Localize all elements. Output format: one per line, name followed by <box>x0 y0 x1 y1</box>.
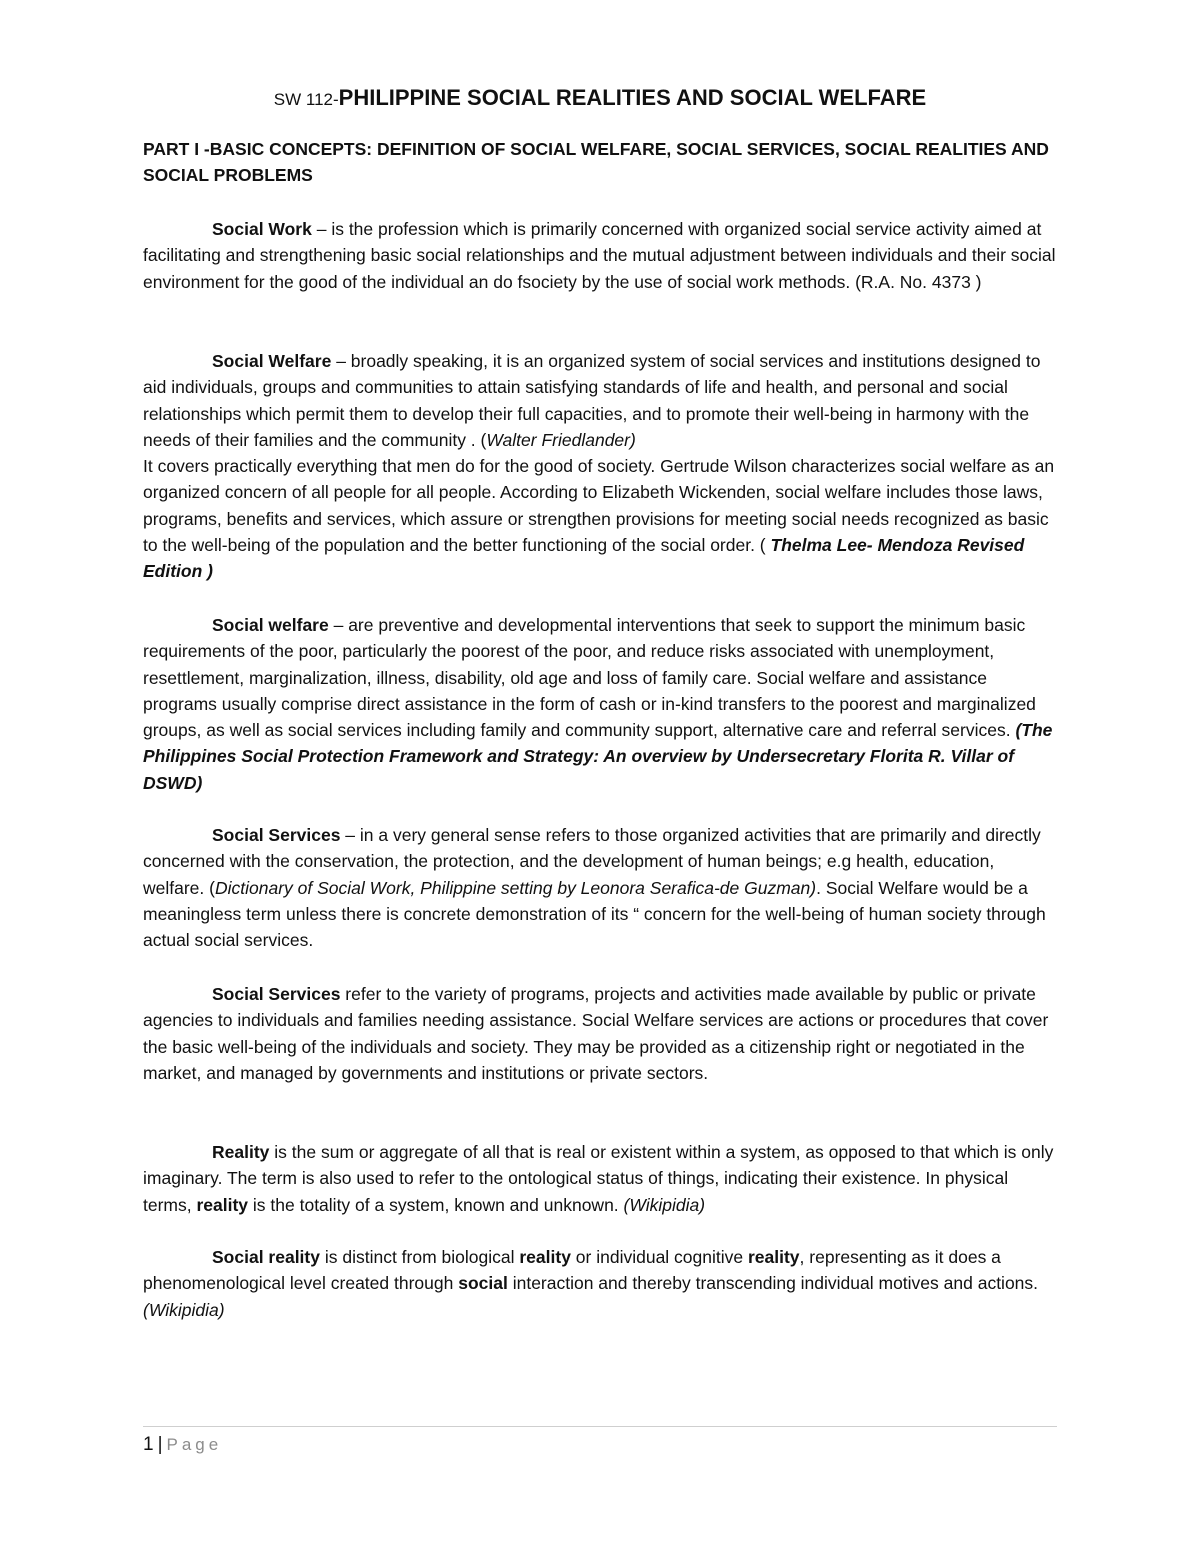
paragraph-text: refer to the variety of programs, projects and activities made available by public or private agencies to individuals and families needing assistance. Social Welfare services are actions or procedures that cover the basic well-being of the individuals and society. They may be provided as a citizenship right or negotiated in the market, and managed by governments and institutions or private sectors. <box>143 984 1049 1083</box>
term-social-welfare: Social Welfare <box>212 351 332 371</box>
citation-friedlander: Walter Friedlander) <box>486 429 636 450</box>
paragraph-text-continued: It covers practically everything that men do for the good of society. Gertrude Wilson characterizes social welfare as an organized concern of all people for all people. According to Elizabeth Wickenden, social welfare includes those laws, programs, benefits and services, which assure or strengthen provisions for meeting social needs recognized as basic to the well-being of the population and the better functioning of the social order. ( <box>143 456 1055 556</box>
term-social-services: Social Services <box>212 825 341 845</box>
paragraph-text: – is the profession which is primarily concerned with organized social service activity aimed at facilitating and strengthening basic social relationships and the mutual adjustment between individuals and their social environment for the good of the individual an do fsociety by the use of social work methods. (R.A. No. 4373 ) <box>143 219 1056 292</box>
paragraph-text: – are preventive and developmental interventions that seek to support the minimum basic requirements of the poor, particularly the poorest of the poor, and reduce risks associated with unemployment, resettlement, marginalization, illness, disability, old age and loss of family care. Social welfare and assistance programs usually comprise direct assistance in the form of cash or in-kind transfers to the poorest and marginalized groups, as well as social services including family and community support, alternative care and referral services. <box>143 615 1036 741</box>
paragraph-text: or individual cognitive <box>570 1247 748 1267</box>
paragraph-social-welfare-2 <box>143 612 1057 796</box>
paragraph-text-continued: is the totality of a system, known and unknown. <box>248 1194 624 1215</box>
term-social-welfare: Social welfare <box>212 615 329 635</box>
term-reality: Reality <box>212 1142 270 1162</box>
term-reality-inline: reality <box>747 1247 800 1267</box>
citation-dswd: (The Philippines Social Protection Framework and Strategy: An overview by Undersecretary Florita R. Villar of DSWD) <box>143 720 1053 793</box>
paragraph-text: , representing as it does a phenomenological level created through <box>143 1247 1001 1294</box>
footer-separator: | <box>157 1434 163 1455</box>
paragraph-reality <box>143 1139 1057 1218</box>
part-heading: PART I -BASIC CONCEPTS: DEFINITION OF SOCIAL WELFARE, SOCIAL SERVICES, SOCIAL REALITIES AND SOCIAL PROBLEMS <box>143 139 1049 185</box>
citation-wikipidia: (Wikipidia) <box>623 1194 706 1215</box>
paragraph-social-reality <box>143 1244 1057 1323</box>
term-reality-inline: reality <box>519 1247 571 1267</box>
footer-divider <box>143 1426 1057 1427</box>
paragraph-text: is distinct from biological <box>319 1247 520 1267</box>
citation-mendoza: Thelma Lee- Mendoza Revised Edition ) <box>143 535 1025 582</box>
page-label: Page <box>166 1435 223 1454</box>
citation-dictionary: Dictionary of Social Work, Philippine setting by Leonora Serafica-de Guzman) <box>214 877 817 898</box>
page-number: 1 <box>143 1434 154 1455</box>
term-social-services: Social Services <box>212 984 341 1004</box>
term-social-inline: social <box>458 1273 508 1294</box>
course-code: SW 112- <box>273 90 339 109</box>
citation-wikipidia: (Wikipidia) <box>143 1299 225 1320</box>
term-social-work: Social Work <box>212 219 312 239</box>
paragraph-social-services-2 <box>143 981 1057 1086</box>
course-title: PHILIPPINE SOCIAL REALITIES AND SOCIAL WELFARE <box>338 85 927 110</box>
paragraph-text: – in a very general sense refers to those organized activities that are primarily and directly concerned with the conservation, the protection, and the development of human beings; e.g health, education, welfare. ( <box>143 825 1041 898</box>
paragraph-text: interaction and thereby transcending individual motives and actions. <box>507 1273 1039 1294</box>
term-reality-inline: reality <box>196 1194 249 1215</box>
term-social-reality: Social reality <box>212 1247 320 1267</box>
paragraph-text-continued: . Social Welfare would be a meaningless term unless there is concrete demonstration of its “ concern for the well-being of human society through actual social services. <box>143 877 1046 951</box>
paragraph-social-work <box>143 216 1057 295</box>
page-footer <box>143 1432 222 1458</box>
paragraph-text: – broadly speaking, it is an organized system of social services and institutions designed to aid individuals, groups and communities to attain satisfying standards of life and health, and personal and social relationships which permit them to develop their full capacities, and to promote their well-being in harmony with the needs of their families and the community . ( <box>143 351 1041 450</box>
paragraph-social-services-1 <box>143 822 1057 953</box>
paragraph-social-welfare-1 <box>143 348 1057 585</box>
document-title <box>143 83 1057 115</box>
paragraph-text: is the sum or aggregate of all that is real or existent within a system, as opposed to that which is only imaginary. The term is also used to refer to the ontological status of things, indicating their existence. In physical terms, <box>143 1142 1054 1215</box>
